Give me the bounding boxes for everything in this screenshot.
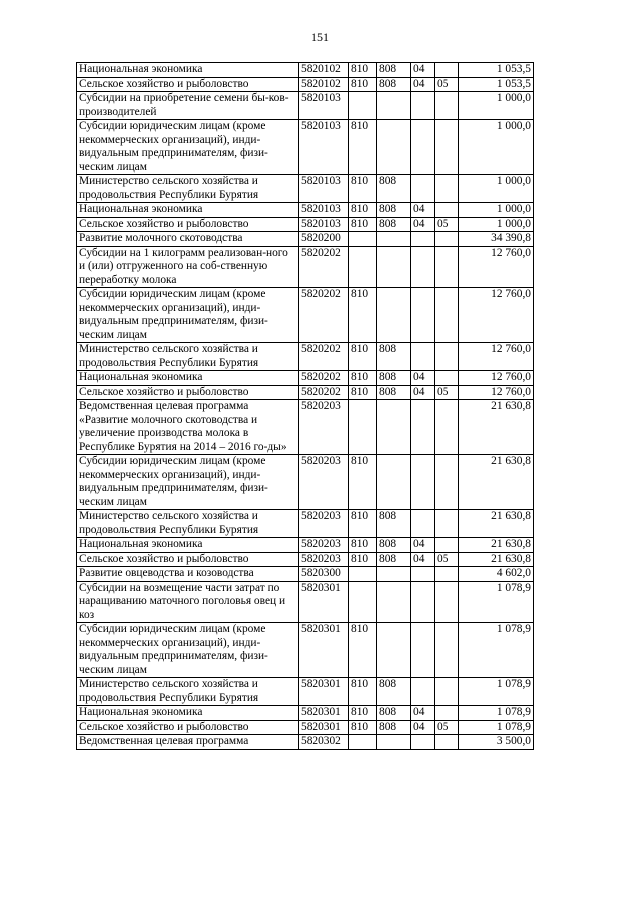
row-name-cell: Развитие овцеводства и козоводства — [77, 567, 299, 582]
amount-cell: 1 078,9 — [459, 678, 534, 706]
amount-cell: 1 000,0 — [459, 120, 534, 175]
expense-type-cell: 810 — [349, 120, 377, 175]
target-article-cell: 5820301 — [299, 706, 349, 721]
target-article-cell: 5820301 — [299, 581, 349, 623]
table-row — [77, 77, 534, 92]
target-article-cell: 5820103 — [299, 92, 349, 120]
admin-code-cell: 808 — [377, 706, 411, 721]
amount-cell: 4 602,0 — [459, 567, 534, 582]
table-row — [77, 623, 534, 678]
subsection-cell — [435, 246, 459, 288]
row-name-cell: Национальная экономика — [77, 371, 299, 386]
row-name-cell: Субсидии юридическим лицам (кроме некоммерческих организаций), инди-видуальным предпринимателям, физи-ческим лицам — [77, 623, 299, 678]
subsection-cell: 05 — [435, 385, 459, 400]
table-row — [77, 203, 534, 218]
expense-type-cell: 810 — [349, 385, 377, 400]
section-cell — [411, 92, 435, 120]
section-cell — [411, 678, 435, 706]
subsection-cell — [435, 175, 459, 203]
amount-cell: 1 053,5 — [459, 63, 534, 78]
table-row — [77, 175, 534, 203]
amount-cell: 21 630,8 — [459, 552, 534, 567]
admin-code-cell — [377, 455, 411, 510]
table-row — [77, 706, 534, 721]
admin-code-cell: 808 — [377, 63, 411, 78]
admin-code-cell: 808 — [377, 552, 411, 567]
admin-code-cell — [377, 400, 411, 455]
target-article-cell: 5820103 — [299, 175, 349, 203]
amount-cell: 21 630,8 — [459, 400, 534, 455]
row-name-cell: Сельское хозяйство и рыболовство — [77, 385, 299, 400]
admin-code-cell — [377, 232, 411, 247]
expense-type-cell: 810 — [349, 552, 377, 567]
expense-type-cell: 810 — [349, 371, 377, 386]
admin-code-cell: 808 — [377, 371, 411, 386]
table-row — [77, 120, 534, 175]
target-article-cell: 5820203 — [299, 455, 349, 510]
expense-type-cell — [349, 567, 377, 582]
table-row — [77, 232, 534, 247]
expense-type-cell: 810 — [349, 510, 377, 538]
admin-code-cell — [377, 288, 411, 343]
admin-code-cell — [377, 623, 411, 678]
admin-code-cell: 808 — [377, 203, 411, 218]
row-name-cell: Министерство сельского хозяйства и продовольствия Республики Бурятия — [77, 510, 299, 538]
target-article-cell: 5820203 — [299, 538, 349, 553]
row-name-cell: Субсидии на приобретение семени бы-ков-производителей — [77, 92, 299, 120]
amount-cell: 1 000,0 — [459, 92, 534, 120]
amount-cell: 12 760,0 — [459, 371, 534, 386]
target-article-cell: 5820202 — [299, 343, 349, 371]
expense-type-cell: 810 — [349, 288, 377, 343]
table-row — [77, 455, 534, 510]
table-row — [77, 510, 534, 538]
admin-code-cell: 808 — [377, 720, 411, 735]
target-article-cell: 5820302 — [299, 735, 349, 750]
section-cell: 04 — [411, 77, 435, 92]
row-name-cell: Национальная экономика — [77, 538, 299, 553]
row-name-cell: Национальная экономика — [77, 63, 299, 78]
row-name-cell: Министерство сельского хозяйства и продовольствия Республики Бурятия — [77, 678, 299, 706]
subsection-cell — [435, 538, 459, 553]
table-row — [77, 385, 534, 400]
subsection-cell — [435, 371, 459, 386]
expense-type-cell — [349, 735, 377, 750]
expense-type-cell: 810 — [349, 77, 377, 92]
expense-type-cell: 810 — [349, 678, 377, 706]
admin-code-cell: 808 — [377, 510, 411, 538]
target-article-cell: 5820202 — [299, 246, 349, 288]
subsection-cell — [435, 63, 459, 78]
section-cell — [411, 581, 435, 623]
table-row — [77, 538, 534, 553]
amount-cell: 12 760,0 — [459, 385, 534, 400]
table-row — [77, 567, 534, 582]
admin-code-cell: 808 — [377, 77, 411, 92]
row-name-cell: Развитие молочного скотоводства — [77, 232, 299, 247]
expense-type-cell: 810 — [349, 63, 377, 78]
subsection-cell — [435, 510, 459, 538]
subsection-cell — [435, 706, 459, 721]
target-article-cell: 5820200 — [299, 232, 349, 247]
amount-cell: 12 760,0 — [459, 343, 534, 371]
expense-type-cell: 810 — [349, 175, 377, 203]
section-cell: 04 — [411, 63, 435, 78]
amount-cell: 21 630,8 — [459, 455, 534, 510]
section-cell — [411, 288, 435, 343]
section-cell — [411, 232, 435, 247]
expense-type-cell — [349, 246, 377, 288]
table-row — [77, 371, 534, 386]
table-row — [77, 552, 534, 567]
section-cell: 04 — [411, 538, 435, 553]
target-article-cell: 5820202 — [299, 371, 349, 386]
target-article-cell: 5820102 — [299, 77, 349, 92]
subsection-cell — [435, 678, 459, 706]
amount-cell: 1 078,9 — [459, 706, 534, 721]
subsection-cell — [435, 567, 459, 582]
row-name-cell: Сельское хозяйство и рыболовство — [77, 77, 299, 92]
admin-code-cell: 808 — [377, 343, 411, 371]
expense-type-cell — [349, 400, 377, 455]
section-cell: 04 — [411, 552, 435, 567]
expense-type-cell: 810 — [349, 720, 377, 735]
amount-cell: 21 630,8 — [459, 510, 534, 538]
subsection-cell — [435, 203, 459, 218]
section-cell — [411, 510, 435, 538]
admin-code-cell — [377, 567, 411, 582]
expense-type-cell — [349, 581, 377, 623]
table-row — [77, 735, 534, 750]
target-article-cell: 5820301 — [299, 623, 349, 678]
target-article-cell: 5820301 — [299, 720, 349, 735]
amount-cell: 1 078,9 — [459, 720, 534, 735]
section-cell: 04 — [411, 203, 435, 218]
amount-cell: 1 078,9 — [459, 623, 534, 678]
row-name-cell: Министерство сельского хозяйства и продовольствия Республики Бурятия — [77, 175, 299, 203]
subsection-cell — [435, 623, 459, 678]
table-row — [77, 678, 534, 706]
target-article-cell: 5820102 — [299, 63, 349, 78]
section-cell — [411, 246, 435, 288]
row-name-cell: Ведомственная целевая программа — [77, 735, 299, 750]
row-name-cell: Субсидии на 1 килограмм реализован-ного и (или) отгруженного на соб-ственную переработку молока — [77, 246, 299, 288]
expense-type-cell: 810 — [349, 706, 377, 721]
expense-type-cell: 810 — [349, 455, 377, 510]
table-row — [77, 581, 534, 623]
amount-cell: 34 390,8 — [459, 232, 534, 247]
table-row — [77, 217, 534, 232]
section-cell — [411, 455, 435, 510]
section-cell: 04 — [411, 371, 435, 386]
target-article-cell: 5820202 — [299, 385, 349, 400]
amount-cell: 1 000,0 — [459, 175, 534, 203]
subsection-cell — [435, 735, 459, 750]
target-article-cell: 5820103 — [299, 120, 349, 175]
subsection-cell: 05 — [435, 720, 459, 735]
subsection-cell — [435, 343, 459, 371]
row-name-cell: Субсидии юридическим лицам (кроме некоммерческих организаций), инди-видуальным предпринимателям, физи-ческим лицам — [77, 455, 299, 510]
expense-type-cell: 810 — [349, 217, 377, 232]
subsection-cell — [435, 120, 459, 175]
admin-code-cell: 808 — [377, 175, 411, 203]
subsection-cell — [435, 400, 459, 455]
subsection-cell — [435, 288, 459, 343]
row-name-cell: Ведомственная целевая программа «Развитие молочного скотоводства и увеличение производства молока в Республике Бурятия на 2014 – 2016 го-ды» — [77, 400, 299, 455]
amount-cell: 1 053,5 — [459, 77, 534, 92]
admin-code-cell — [377, 246, 411, 288]
target-article-cell: 5820300 — [299, 567, 349, 582]
amount-cell: 1 078,9 — [459, 581, 534, 623]
row-name-cell: Субсидии на возмещение части затрат по наращиванию маточного поголовья овец и коз — [77, 581, 299, 623]
section-cell — [411, 120, 435, 175]
table-row — [77, 246, 534, 288]
row-name-cell: Министерство сельского хозяйства и продовольствия Республики Бурятия — [77, 343, 299, 371]
section-cell — [411, 623, 435, 678]
admin-code-cell — [377, 120, 411, 175]
target-article-cell: 5820203 — [299, 400, 349, 455]
section-cell: 04 — [411, 217, 435, 232]
subsection-cell — [435, 455, 459, 510]
expense-type-cell: 810 — [349, 623, 377, 678]
subsection-cell — [435, 581, 459, 623]
row-name-cell: Сельское хозяйство и рыболовство — [77, 720, 299, 735]
target-article-cell: 5820301 — [299, 678, 349, 706]
admin-code-cell: 808 — [377, 538, 411, 553]
expense-type-cell: 810 — [349, 203, 377, 218]
subsection-cell — [435, 92, 459, 120]
row-name-cell: Сельское хозяйство и рыболовство — [77, 217, 299, 232]
admin-code-cell: 808 — [377, 217, 411, 232]
amount-cell: 1 000,0 — [459, 217, 534, 232]
table-row — [77, 720, 534, 735]
budget-table — [76, 62, 534, 750]
section-cell — [411, 735, 435, 750]
target-article-cell: 5820203 — [299, 510, 349, 538]
table-row — [77, 92, 534, 120]
target-article-cell: 5820103 — [299, 203, 349, 218]
row-name-cell: Национальная экономика — [77, 706, 299, 721]
subsection-cell — [435, 232, 459, 247]
section-cell: 04 — [411, 385, 435, 400]
admin-code-cell — [377, 92, 411, 120]
page-number: 151 — [311, 30, 329, 44]
subsection-cell: 05 — [435, 552, 459, 567]
row-name-cell: Национальная экономика — [77, 203, 299, 218]
row-name-cell: Субсидии юридическим лицам (кроме некоммерческих организаций), инди-видуальным предпринимателям, физи-ческим лицам — [77, 288, 299, 343]
admin-code-cell — [377, 581, 411, 623]
table-row — [77, 400, 534, 455]
section-cell — [411, 175, 435, 203]
admin-code-cell: 808 — [377, 385, 411, 400]
table-row — [77, 288, 534, 343]
amount-cell: 12 760,0 — [459, 246, 534, 288]
admin-code-cell — [377, 735, 411, 750]
expense-type-cell: 810 — [349, 538, 377, 553]
amount-cell: 1 000,0 — [459, 203, 534, 218]
expense-type-cell — [349, 232, 377, 247]
target-article-cell: 5820202 — [299, 288, 349, 343]
target-article-cell: 5820203 — [299, 552, 349, 567]
amount-cell: 12 760,0 — [459, 288, 534, 343]
subsection-cell: 05 — [435, 77, 459, 92]
table-row — [77, 63, 534, 78]
row-name-cell: Сельское хозяйство и рыболовство — [77, 552, 299, 567]
section-cell — [411, 400, 435, 455]
section-cell — [411, 567, 435, 582]
section-cell: 04 — [411, 720, 435, 735]
target-article-cell: 5820103 — [299, 217, 349, 232]
row-name-cell: Субсидии юридическим лицам (кроме некоммерческих организаций), инди-видуальным предпринимателям, физи-ческим лицам — [77, 120, 299, 175]
subsection-cell: 05 — [435, 217, 459, 232]
expense-type-cell: 810 — [349, 343, 377, 371]
section-cell — [411, 343, 435, 371]
table-row — [77, 343, 534, 371]
amount-cell: 3 500,0 — [459, 735, 534, 750]
amount-cell: 21 630,8 — [459, 538, 534, 553]
admin-code-cell: 808 — [377, 678, 411, 706]
expense-type-cell — [349, 92, 377, 120]
section-cell: 04 — [411, 706, 435, 721]
